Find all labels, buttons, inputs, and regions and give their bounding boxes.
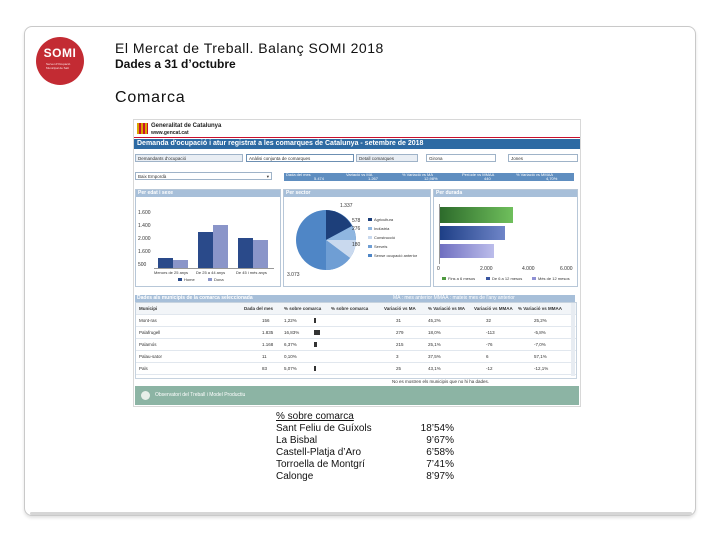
y-tick: 1.400 — [138, 223, 151, 229]
column-header: Variació vs MA — [384, 306, 416, 311]
table-row — [136, 339, 576, 351]
cell-percent: 1,22% — [284, 318, 297, 323]
strip-value: 1.267 — [368, 176, 379, 181]
logo-text: SOMI — [43, 46, 77, 60]
logo-subtext: Servei d'Ocupació Municipal de Salt — [46, 62, 71, 70]
summary-strip — [284, 173, 574, 181]
cell-value: 215 — [396, 342, 404, 347]
cell-municipality: Palau-sator — [139, 354, 163, 359]
cell-percent: 37,5% — [428, 354, 441, 359]
bar-6-12-months — [440, 226, 505, 240]
panel-duration — [433, 189, 578, 287]
panel-title: Per edat i sexe — [136, 190, 280, 197]
strip-value: 5.474 — [314, 176, 325, 181]
legend-swatch — [368, 227, 372, 230]
legend-label: Sense ocupació anterior — [374, 253, 418, 258]
cell-value: 31 — [396, 318, 402, 323]
list-item-name: Sant Feliu de Guíxols — [276, 423, 372, 434]
cell-percent: -5,8% — [534, 330, 546, 335]
legend-swatch — [486, 277, 490, 280]
generalitat-logo-icon — [137, 123, 148, 134]
comarca-select[interactable] — [135, 172, 272, 180]
bar-over-12-months — [440, 244, 494, 258]
legend-label: Construcció — [374, 235, 396, 240]
list-item-value: 18’54% — [420, 423, 454, 434]
cell-percent: -12,1% — [534, 366, 549, 371]
sector-pie-chart — [292, 206, 360, 274]
panel-age-sex — [135, 189, 281, 287]
footer-text: Observatori del Treball i Model Productiu — [155, 392, 246, 398]
table-note: No es mostren els municipis que no hi ha dades. — [392, 379, 490, 384]
share-bar — [314, 342, 317, 347]
x-tick: 4.000 — [522, 266, 535, 272]
cell-percent: 6,37% — [284, 342, 297, 347]
brand-divider — [134, 137, 580, 138]
slice-label: 1.337 — [340, 203, 353, 209]
legend-label: Indústria — [374, 226, 390, 231]
list-item-value: 9’67% — [426, 435, 454, 446]
list-header: % sobre comarca — [276, 411, 354, 422]
table-row — [136, 363, 576, 375]
cell-percent: 5,07% — [284, 366, 297, 371]
cell-percent: 45,2% — [428, 318, 441, 323]
bar-female-mid — [213, 225, 228, 268]
legend-label: Més de 12 mesos — [538, 276, 570, 281]
bar-male-mid — [198, 232, 213, 268]
cell-municipality: Palafrugell — [139, 330, 161, 335]
tab-detail[interactable]: Detall comarques — [356, 154, 418, 162]
x-tick: 6.000 — [560, 266, 573, 272]
strip-value: 12,98% — [424, 176, 438, 181]
municipalities-table — [135, 302, 577, 379]
column-header: Municipi — [139, 306, 158, 311]
x-tick: Menors de 25 anys — [154, 270, 189, 275]
slice-label: 578 — [352, 218, 361, 224]
cell-percent: 16,83% — [284, 330, 300, 335]
table-title: Dades als municipis de la comarca seleccionada — [137, 295, 253, 301]
legend-swatch — [532, 277, 536, 280]
observatory-footer — [135, 386, 579, 405]
strip-value: 440 — [484, 176, 491, 181]
cell-percent: 25,1% — [428, 342, 441, 347]
list-item-name: Calonge — [276, 471, 314, 482]
bar-female-senior — [253, 240, 268, 268]
list-item-value: 8’97% — [426, 471, 454, 482]
indicator-select[interactable]: Demandants d'ocupació — [135, 154, 243, 162]
slice-label: 276 — [352, 226, 361, 232]
x-tick: 0 — [437, 266, 440, 272]
cell-value: 6 — [486, 354, 489, 359]
slice-label: 3.073 — [287, 272, 300, 278]
panel-title: Per durada — [434, 190, 577, 197]
column-header: Dada del mes — [244, 306, 274, 311]
cell-value: 1.835 — [262, 330, 274, 335]
province-select[interactable]: Girona — [426, 154, 496, 162]
cell-percent: 57,1% — [534, 354, 547, 359]
legend-swatch — [178, 278, 182, 281]
bar-male-young — [158, 258, 173, 268]
x-tick: De 25 a 44 anys — [196, 270, 226, 275]
report-header: Demanda d'ocupació i atur registrat a les comarques de Catalunya - setembre de 2018 — [134, 139, 580, 149]
bar-female-young — [173, 260, 188, 268]
table-header-row — [136, 303, 576, 315]
y-tick: 1.600 — [138, 210, 151, 216]
list-item-name: Castell-Platja d’Aro — [276, 447, 362, 458]
cell-value: 156 — [262, 318, 270, 323]
list-item-value: 6’58% — [426, 447, 454, 458]
column-header: % sobre comarca — [331, 306, 369, 311]
list-item-name: Torroella de Montgrí — [276, 459, 365, 470]
brand-name: Generalitat de Catalunya — [151, 123, 222, 129]
legend-swatch — [368, 245, 372, 248]
legend-swatch — [208, 278, 212, 281]
observatory-logo-icon — [141, 391, 150, 400]
cell-value: 1.168 — [262, 342, 274, 347]
cell-municipality: Pals — [139, 366, 148, 371]
cell-value: 83 — [262, 366, 268, 371]
cell-percent: 43,1% — [428, 366, 441, 371]
cell-value: -12 — [486, 366, 493, 371]
cell-value: 11 — [262, 354, 267, 359]
cell-percent: 0,10% — [284, 354, 297, 359]
cell-value: 279 — [396, 330, 404, 335]
legend-swatch — [368, 254, 372, 257]
legend-label: Home — [184, 277, 195, 282]
column-header: % Variació vs MMAA — [518, 306, 563, 311]
slide-subtitle: Dades a 31 d’octubre — [115, 57, 236, 71]
slide-title: El Mercat de Treball. Balanç SOMI 2018 — [115, 40, 384, 56]
strip-label: Període vs MMAA — [462, 172, 495, 177]
column-header: % Variació vs MA — [428, 306, 466, 311]
column-header: Variació vs MMAA — [474, 306, 513, 311]
list-item-value: 7’41% — [426, 459, 454, 470]
strip-value: 4,70% — [546, 176, 558, 181]
strip-label: % Variació vs MA — [402, 172, 434, 177]
table-row — [136, 315, 576, 327]
table-row — [136, 327, 576, 339]
y-tick: 1.600 — [138, 249, 151, 255]
embedded-screenshot — [133, 119, 581, 407]
brand-url: www.gencat.cat — [151, 130, 189, 136]
cell-value: -76 — [486, 342, 493, 347]
strip-label: % Variació vs MMAA — [516, 172, 554, 177]
strip-label: Dada del mes — [286, 172, 311, 177]
cell-value: 25 — [396, 366, 402, 371]
table-row — [136, 351, 576, 363]
secondary-select[interactable]: Jones — [508, 154, 578, 162]
legend-label: Dona — [214, 277, 224, 282]
legend-label: Agricultura — [374, 217, 394, 222]
slide-shadow — [30, 512, 692, 515]
y-tick: 2.000 — [138, 236, 151, 242]
panel-sector — [283, 189, 431, 287]
strip-label: Variació vs MA — [346, 172, 373, 177]
legend-swatch — [368, 218, 372, 221]
cell-percent: -7,0% — [534, 342, 546, 347]
cell-value: 3 — [396, 354, 399, 359]
panel-title: Per sector — [284, 190, 430, 197]
table-header — [135, 295, 575, 302]
slice-label: 180 — [352, 242, 361, 248]
cell-municipality: Palamós — [139, 342, 157, 347]
bar-male-senior — [238, 238, 253, 268]
comarca-select-value: Baix Empordà — [138, 174, 167, 179]
legend-label: Serveis — [374, 244, 388, 249]
cell-percent: 18,0% — [428, 330, 441, 335]
y-tick: 500 — [138, 262, 147, 268]
share-bar — [314, 366, 316, 371]
cell-value: -113 — [486, 330, 495, 335]
somi-logo — [36, 37, 84, 85]
x-tick: De 45 i més anys — [236, 270, 267, 275]
bar-under-6-months — [440, 207, 513, 223]
x-tick: 2.000 — [480, 266, 493, 272]
tab-analysis[interactable]: Anàlisi conjunta de comarques — [246, 154, 354, 162]
table-legend: MA : mes anterior MMAA : mateix mes de l'any anterior — [393, 295, 515, 301]
legend-label: De 6 a 12 mesos — [492, 276, 523, 281]
legend-label: Fins a 6 mesos — [448, 276, 476, 281]
cell-value: 32 — [486, 318, 492, 323]
column-header: % sobre comarca — [284, 306, 322, 311]
legend-swatch — [442, 277, 446, 280]
legend-swatch — [368, 236, 372, 239]
cell-municipality: Mont-ras — [139, 318, 157, 323]
list-item-name: La Bisbal — [276, 435, 318, 446]
cell-percent: 25,2% — [534, 318, 547, 323]
share-bar — [314, 330, 320, 335]
table-scrollbar[interactable] — [571, 303, 575, 376]
chevron-down-icon: ▾ — [266, 174, 269, 179]
x-axis — [154, 268, 274, 269]
share-bar — [314, 318, 316, 323]
section-heading: Comarca — [115, 89, 186, 106]
